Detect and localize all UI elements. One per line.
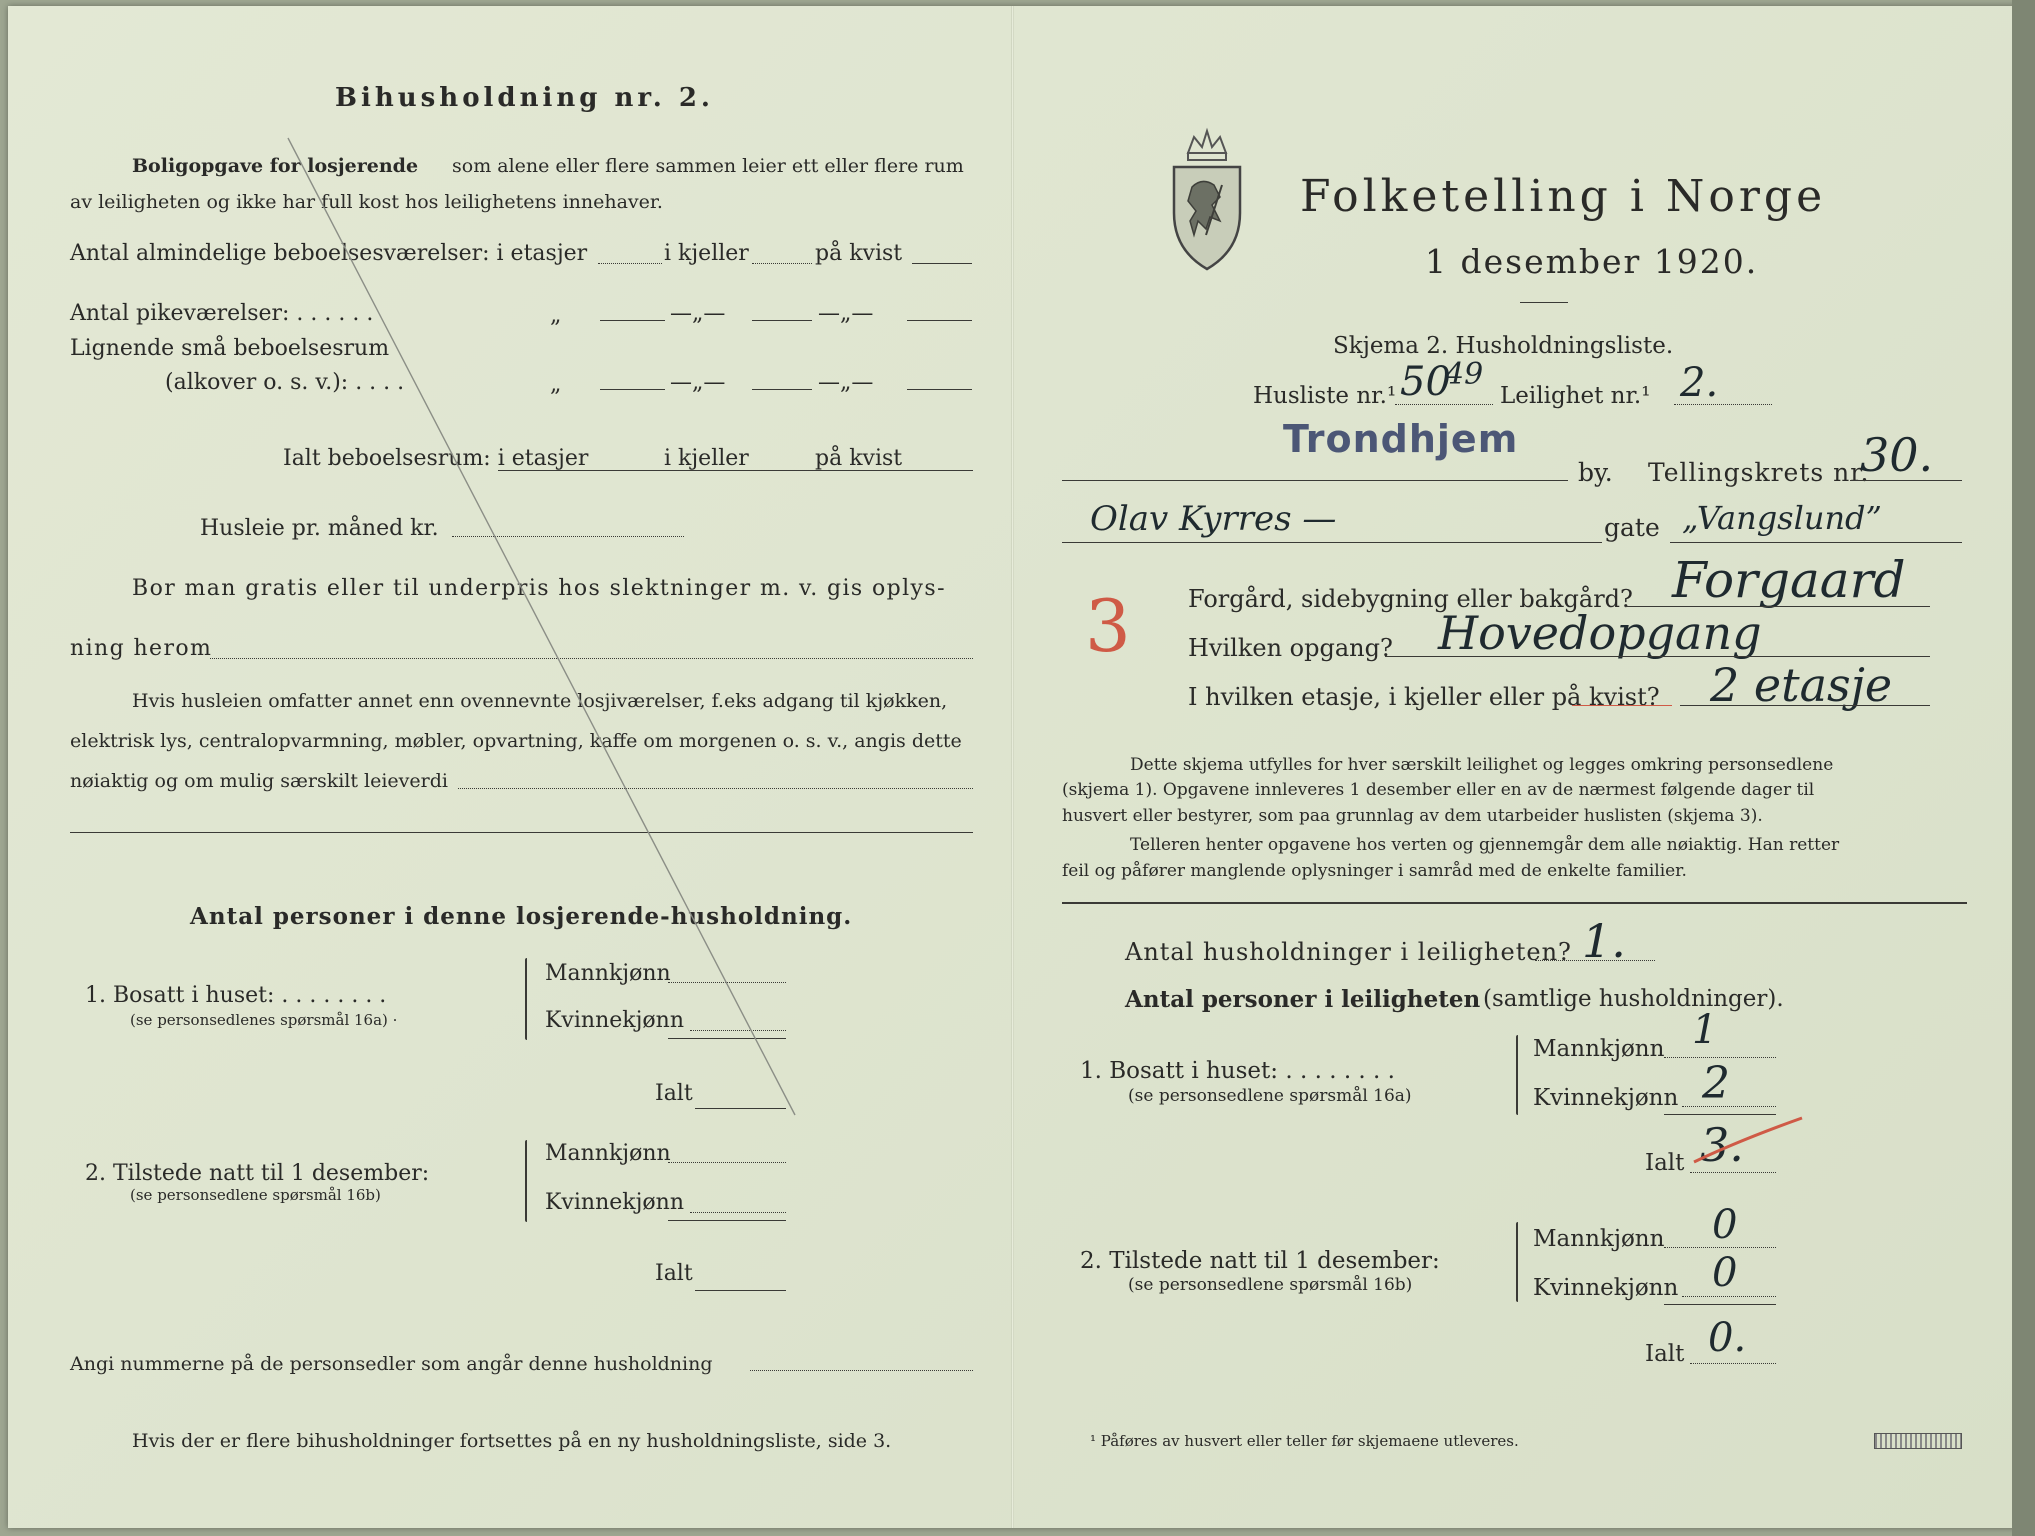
etasje-label: I hvilken etasje, i kjeller eller på kvist? bbox=[1188, 683, 1660, 711]
left-q2-brace bbox=[525, 1140, 527, 1222]
form-date: 1 desember 1920. bbox=[1425, 242, 1759, 281]
right-footnote: ¹ Påføres av husvert eller teller før skjemaene utleveres. bbox=[1090, 1432, 1519, 1450]
right-antal-rest: (samtlige husholdninger). bbox=[1483, 986, 1784, 1012]
instr-line-4: Telleren henter opgavene hos verten og gjennemgår dem alle nøiaktig. Han retter bbox=[1130, 835, 1840, 855]
right-q2-kvinne: Kvinnekjønn bbox=[1533, 1275, 1679, 1301]
scan-edge bbox=[2012, 0, 2035, 1536]
right-q1-mann-value: 1 bbox=[1692, 1007, 1718, 1053]
instr-line-1: Dette skjema utfylles for hver særskilt leilighet og legges omkring personsedlene bbox=[1130, 755, 1834, 775]
street-value: Olav Kyrres — bbox=[1090, 499, 1337, 539]
lign-2: (alkover o. s. v.): . . . . bbox=[165, 370, 405, 395]
right-q2-rule bbox=[1664, 1304, 1776, 1305]
form-title: Folketelling i Norge bbox=[1300, 171, 1827, 222]
instr-line-2: (skjema 1). Opgavene innleveres 1 desember eller en av de nærmest følgende dager til bbox=[1062, 780, 1815, 800]
lign-ditto-3: —„— bbox=[818, 370, 874, 395]
title-rule bbox=[1520, 302, 1568, 303]
angi-label: Angi nummerne på de personsedler som angår denne husholdning bbox=[70, 1353, 713, 1375]
right-q1-ialt-line[interactable] bbox=[1690, 1172, 1776, 1173]
ialt-label: Ialt beboelsesrum: i etasjer bbox=[283, 446, 589, 471]
lign-ditto: „ bbox=[550, 372, 562, 397]
forgard-value: Forgaard bbox=[1672, 551, 1906, 609]
norway-coat-of-arms-icon bbox=[1168, 125, 1246, 273]
etasje-value: 2 etasje bbox=[1710, 658, 1893, 712]
by-label: by. bbox=[1578, 458, 1613, 487]
bor-line-1: Bor man gratis eller til underpris hos slektninger m. v. gis oplys- bbox=[132, 576, 946, 601]
right-q1-kvinne: Kvinnekjønn bbox=[1533, 1085, 1679, 1111]
krets-label: Tellingskrets nr. bbox=[1648, 458, 1870, 487]
left-q2-ialt: Ialt bbox=[655, 1261, 693, 1286]
right-q1-mann: Mannkjønn bbox=[1533, 1036, 1665, 1062]
husliste-value: 50 bbox=[1400, 359, 1451, 405]
rooms-kvist-line[interactable] bbox=[912, 263, 972, 264]
rooms-label: Antal almindelige beboelsesværelser: i etasjer bbox=[70, 241, 588, 266]
hvis-line-2: elektrisk lys, centralopvarmning, møbler, opvartning, kaffe om morgenen o. s. v., angis dette bbox=[70, 730, 962, 752]
etasje-line[interactable] bbox=[1680, 705, 1930, 706]
ialt-kjeller: i kjeller bbox=[664, 446, 749, 471]
ialt-kvist: på kvist bbox=[815, 446, 903, 471]
city-line[interactable] bbox=[1062, 480, 1568, 481]
right-q2-mann-value: 0 bbox=[1712, 1202, 1738, 1248]
hush-value: 1. bbox=[1582, 914, 1626, 968]
right-q2-mann-line[interactable] bbox=[1664, 1247, 1776, 1248]
city-stamp: Trondhjem bbox=[1283, 417, 1519, 461]
lign-ditto-2: —„— bbox=[670, 370, 726, 395]
red-check-stroke bbox=[1690, 1110, 1810, 1170]
right-q1-ialt: Ialt bbox=[1645, 1150, 1685, 1176]
husliste-sup: 49 bbox=[1445, 357, 1484, 392]
left-q2-mann: Mannkjønn bbox=[545, 1141, 671, 1166]
left-q2-label: 2. Tilstede natt til 1 desember: bbox=[85, 1161, 430, 1186]
left-q1-sub: (se personsedlenes spørsmål 16a) · bbox=[130, 1011, 398, 1029]
left-q2-kvinne-line[interactable] bbox=[690, 1212, 786, 1213]
leilighet-value: 2. bbox=[1680, 360, 1719, 406]
angi-line[interactable] bbox=[750, 1370, 973, 1371]
right-q2-mann: Mannkjønn bbox=[1533, 1226, 1665, 1252]
printer-mark bbox=[1874, 1433, 1962, 1449]
red-pencil-mark: 3 bbox=[1085, 584, 1131, 668]
left-title: Bihusholdning nr. 2. bbox=[335, 83, 714, 113]
right-q1-sub: (se personsedlene spørsmål 16a) bbox=[1128, 1086, 1412, 1106]
right-q2-kvinne-value: 0 bbox=[1712, 1250, 1738, 1296]
left-footer: Hvis der er flere bihusholdninger fortsettes på en ny husholdningsliste, side 3. bbox=[132, 1430, 892, 1452]
left-q2-ialt-line[interactable] bbox=[695, 1290, 786, 1291]
opgang-value: Hovedopgang bbox=[1438, 606, 1762, 660]
left-q1-kvinne: Kvinnekjønn bbox=[545, 1008, 684, 1033]
opgang-line[interactable] bbox=[1385, 656, 1930, 657]
gate-extra: „Vangslund” bbox=[1682, 499, 1882, 537]
rooms-kvist: på kvist bbox=[815, 241, 903, 266]
hvis-line-1: Hvis husleien omfatter annet enn ovennevnte losjiværelser, f.eks adgang til kjøkken, bbox=[132, 690, 948, 712]
pike-ditto: „ bbox=[550, 303, 562, 328]
left-q1-ialt: Ialt bbox=[655, 1081, 693, 1106]
lign-1: Lignende små beboelsesrum bbox=[70, 336, 390, 361]
right-q2-ialt-value: 0. bbox=[1708, 1315, 1747, 1361]
intro-rest-2: av leiligheten og ikke har full kost hos leilighetens innehaver. bbox=[70, 191, 663, 213]
krets-value: 30. bbox=[1860, 428, 1934, 482]
hush-label: Antal husholdninger i leiligheten? bbox=[1125, 938, 1572, 966]
right-q2-brace bbox=[1516, 1222, 1518, 1302]
bor-line-2: ning herom bbox=[70, 636, 213, 661]
instr-rule bbox=[1062, 902, 1967, 904]
rooms-kjeller: i kjeller bbox=[664, 241, 749, 266]
right-q2-sub: (se personsedlene spørsmål 16b) bbox=[1128, 1275, 1413, 1295]
left-q1-mann: Mannkjønn bbox=[545, 961, 671, 986]
right-q2-label: 2. Tilstede natt til 1 desember: bbox=[1080, 1248, 1440, 1274]
pike-ditto-3: —„— bbox=[818, 301, 874, 326]
gate-line[interactable] bbox=[1670, 542, 1962, 543]
opgang-label: Hvilken opgang? bbox=[1188, 634, 1393, 662]
instr-line-5: feil og påfører manglende oplysninger i samråd med de enkelte familier. bbox=[1062, 861, 1687, 881]
right-q1-kvinne-value: 2 bbox=[1702, 1058, 1730, 1109]
instr-line-3: husvert eller bestyrer, som paa grunnlag av dem utarbeider huslisten (skjema 3). bbox=[1062, 806, 1763, 826]
pike-ditto-2: —„— bbox=[670, 301, 726, 326]
right-q2-ialt-line[interactable] bbox=[1690, 1363, 1776, 1364]
left-antal-heading: Antal personer i denne losjerende-husholdning. bbox=[190, 903, 853, 930]
left-q2-rule bbox=[668, 1220, 786, 1221]
hush-line[interactable] bbox=[1535, 960, 1655, 961]
page-fold bbox=[1011, 6, 1014, 1528]
right-q1-brace bbox=[1516, 1035, 1518, 1115]
gate-label: gate bbox=[1604, 513, 1660, 542]
pencil-stroke bbox=[280, 130, 810, 1130]
right-q1-ialt-value: 3. bbox=[1700, 1118, 1744, 1172]
kvist-red-underline bbox=[1572, 705, 1672, 706]
leilighet-label: Leilighet nr.¹ bbox=[1500, 383, 1651, 409]
krets-line[interactable] bbox=[1850, 480, 1962, 481]
husleie-label: Husleie pr. måned kr. bbox=[200, 516, 439, 541]
left-q2-mann-line[interactable] bbox=[668, 1162, 786, 1163]
street-line[interactable] bbox=[1062, 542, 1602, 543]
right-q2-ialt: Ialt bbox=[1645, 1341, 1685, 1367]
lign-line-3[interactable] bbox=[907, 389, 972, 390]
leilighet-line[interactable] bbox=[1674, 404, 1772, 405]
husliste-label: Husliste nr.¹ bbox=[1253, 383, 1397, 409]
intro-bold: Boligopgave for losjerende bbox=[132, 155, 419, 177]
intro-rest-1: som alene eller flere sammen leier ett eller flere rum bbox=[452, 155, 964, 177]
pike-label: Antal pikeværelser: . . . . . . bbox=[70, 301, 374, 326]
left-q1-label: 1. Bosatt i huset: . . . . . . . . bbox=[85, 983, 387, 1008]
hvis-line-3: nøiaktig og om mulig særskilt leieverdi bbox=[70, 770, 448, 792]
skjema-label: Skjema 2. Husholdningsliste. bbox=[1333, 333, 1674, 359]
left-q2-kvinne: Kvinnekjønn bbox=[545, 1190, 684, 1215]
husliste-line[interactable] bbox=[1395, 404, 1493, 405]
left-q2-sub: (se personsedlene spørsmål 16b) bbox=[130, 1186, 381, 1204]
right-q1-label: 1. Bosatt i huset: . . . . . . . . bbox=[1080, 1058, 1395, 1084]
pike-line-3[interactable] bbox=[907, 320, 972, 321]
right-antal-bold: Antal personer i leiligheten bbox=[1125, 986, 1481, 1013]
forgard-label: Forgård, sidebygning eller bakgård? bbox=[1188, 585, 1633, 613]
right-q2-kvinne-line[interactable] bbox=[1682, 1296, 1776, 1297]
right-q1-kvinne-line[interactable] bbox=[1682, 1106, 1776, 1107]
